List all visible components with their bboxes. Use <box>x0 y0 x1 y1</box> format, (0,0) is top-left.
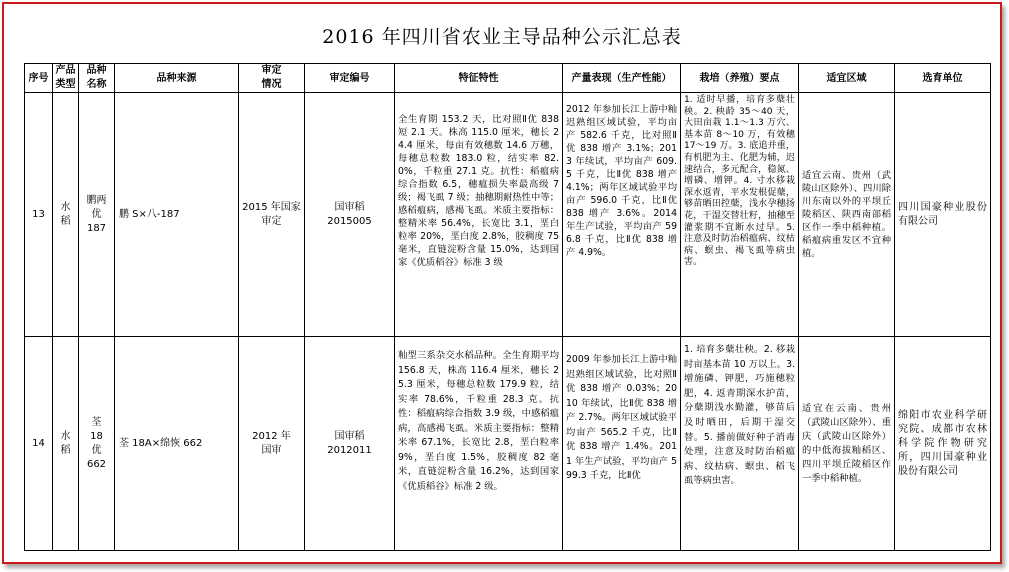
variety-table <box>24 63 991 551</box>
cultivation-text: 1. 培育多蘖壮秧。2. 移栽时亩基本苗 10 万以上。3. 增施磷、钾肥，巧施穗粒肥，4. 返青期深水护苗，分蘖期浅水勤灌，够苗后及时晒田，后期干湿交替。5. 播前做好种子消毒处理，注意及时防治稻瘟病、纹枯病、螟虫、稻飞虱等病虫害。 <box>684 344 795 487</box>
table-row <box>25 337 991 551</box>
unit-text: 四川国豪种业股份有限公司 <box>898 201 987 227</box>
header-seq: 序号 <box>25 64 53 93</box>
cell-yield <box>563 93 681 337</box>
header-code: 审定编号 <box>305 64 395 93</box>
region-text: 适宜云南、贵州（武陵山区除外）、四川除川东南以外的平坝丘陵稻区、陕西南部稻区作一季中稻种植。稻瘟病重发区不宜种植。 <box>802 170 891 259</box>
yield-text: 2012 年参加长江上游中籼迟熟组区域试验，平均亩产 582.6 千克，比对照Ⅱ优 838 增产 3.1%；2013 年续试，平均亩产 609.5 千克，比Ⅱ优 838 增产 4.1%；两年区域试验平均亩产 596.0 千克，比Ⅱ优 838 增产 3.6%。2014 年生产试验，平均亩产 596.8 千克，比Ⅱ优 838 增产 4.9%。 <box>566 104 677 258</box>
region-text: 适宜在云南、贵州（武陵山区除外）、重庆（武陵山区除外）的中低海拔籼稻区、四川平坝丘陵稻区作一季中稻种植。 <box>802 402 891 484</box>
header-name: 品种名称 <box>79 64 115 93</box>
cultivation-text: 1. 适时早播，培育多蘖壮秧。2. 秧龄 35～40 天，大田亩栽 1.1～1.3 万穴、基本苗 8～10 万，有效穗 17～19 万。3. 底追并重，有机肥为主、化肥为辅，迟速结合，多元配合，稳氮、增磷、增钾。4. 寸水移栽深水返青，平水发根促蘖，够苗晒田控蘖，浅水孕穗扬花，干湿交替壮籽，抽穗至灌浆期不宜断水过早。5. 注意及时防治稻瘟病、纹枯病、螟虫、褐飞虱等病虫害。 <box>684 95 795 268</box>
cell-code: 国审稻 2012011 <box>305 337 395 551</box>
cell-type: 水稻 <box>53 337 79 551</box>
cell-unit <box>895 337 991 551</box>
header-approval: 审定情况 <box>239 64 305 93</box>
unit-text: 绵阳市农业科学研究院、成都市农林科学院作物研究所，四川国豪种业股份有限公司 <box>898 409 987 477</box>
header-row <box>25 64 991 93</box>
table-row <box>25 93 991 337</box>
yield-text: 2009 年参加长江上游中籼迟熟组区域试验，比对照Ⅱ优 838 增产 0.03%；2010 年续试，比Ⅱ优 838 增产 2.7%。两年区域试验平均亩产 565.2 千克，比Ⅱ优 838 增产 1.4%。2011 年生产试验，平均亩产 599.3 千克，比Ⅱ优 <box>566 354 677 481</box>
cell-seq: 14 <box>25 337 53 551</box>
cell-unit <box>895 93 991 337</box>
cell-features <box>395 93 563 337</box>
cell-approval: 2012 年国审 <box>239 337 305 551</box>
cell-name: 荃 18 优 662 <box>79 337 115 551</box>
header-yield: 产量表现（生产性能） <box>563 64 681 93</box>
cell-code: 国审稻 2015005 <box>305 93 395 337</box>
cell-type: 水稻 <box>53 93 79 337</box>
cell-cultivation <box>681 337 799 551</box>
header-source: 品种来源 <box>115 64 239 93</box>
cell-region <box>799 93 895 337</box>
document-frame <box>2 2 1002 564</box>
header-unit: 选育单位 <box>895 64 991 93</box>
header-type: 产品类型 <box>53 64 79 93</box>
cell-source: 鹏 S×八-187 <box>115 93 239 337</box>
header-cultivation: 栽培（养殖）要点 <box>681 64 799 93</box>
cell-cultivation <box>681 93 799 337</box>
cell-seq: 13 <box>25 93 53 337</box>
cell-yield <box>563 337 681 551</box>
header-region: 适宜区域 <box>799 64 895 93</box>
cell-approval: 2015 年国家审定 <box>239 93 305 337</box>
features-text: 籼型三系杂交水稻品种。全生育期平均 156.8 天，株高 116.4 厘米，穗长 25.3 厘米，每穗总粒数 179.9 粒，结实率 78.6%，千粒重 28.3 克。抗性：稻瘟病综合指数 3.9 级，中感稻瘟病，高感褐飞虱。米质主要指标：整精米率 67.1%，长宽比 2.8，垩白粒率 9%，垩白度 1.5%，胶稠度 82 毫米，直链淀粉含量 16.2%，达到国家《优质稻谷》标准 2 级。 <box>398 350 559 492</box>
page-title: 2016 年四川省农业主导品种公示汇总表 <box>322 26 682 48</box>
header-features: 特征特性 <box>395 64 563 93</box>
cell-name: 鹏两优 187 <box>79 93 115 337</box>
cell-source: 荃 18A×绵恢 662 <box>115 337 239 551</box>
cell-region <box>799 337 895 551</box>
cell-features <box>395 337 563 551</box>
features-text: 全生育期 153.2 天，比对照Ⅱ优 838 短 2.1 天。株高 115.0 厘米，穗长 24.4 厘米，每亩有效穗数 14.6 万穗，每穗总粒数 183.0 粒，结实率 82.0%，千粒重 27.1 克。抗性：稻瘟病综合指数 6.5，穗瘟损失率最高级 7 级；褐飞虱 7 级；抽穗期耐热性中等；感稻瘟病，感褐飞虱。米质主要指标：整精米率 56.4%，长宽比 3.1，垩白粒率 20%，垩白度 2.8%，胶稠度 75 毫米，直链淀粉含量 15.0%，达到国家《优质稻谷》标准 3 级 <box>398 114 559 268</box>
